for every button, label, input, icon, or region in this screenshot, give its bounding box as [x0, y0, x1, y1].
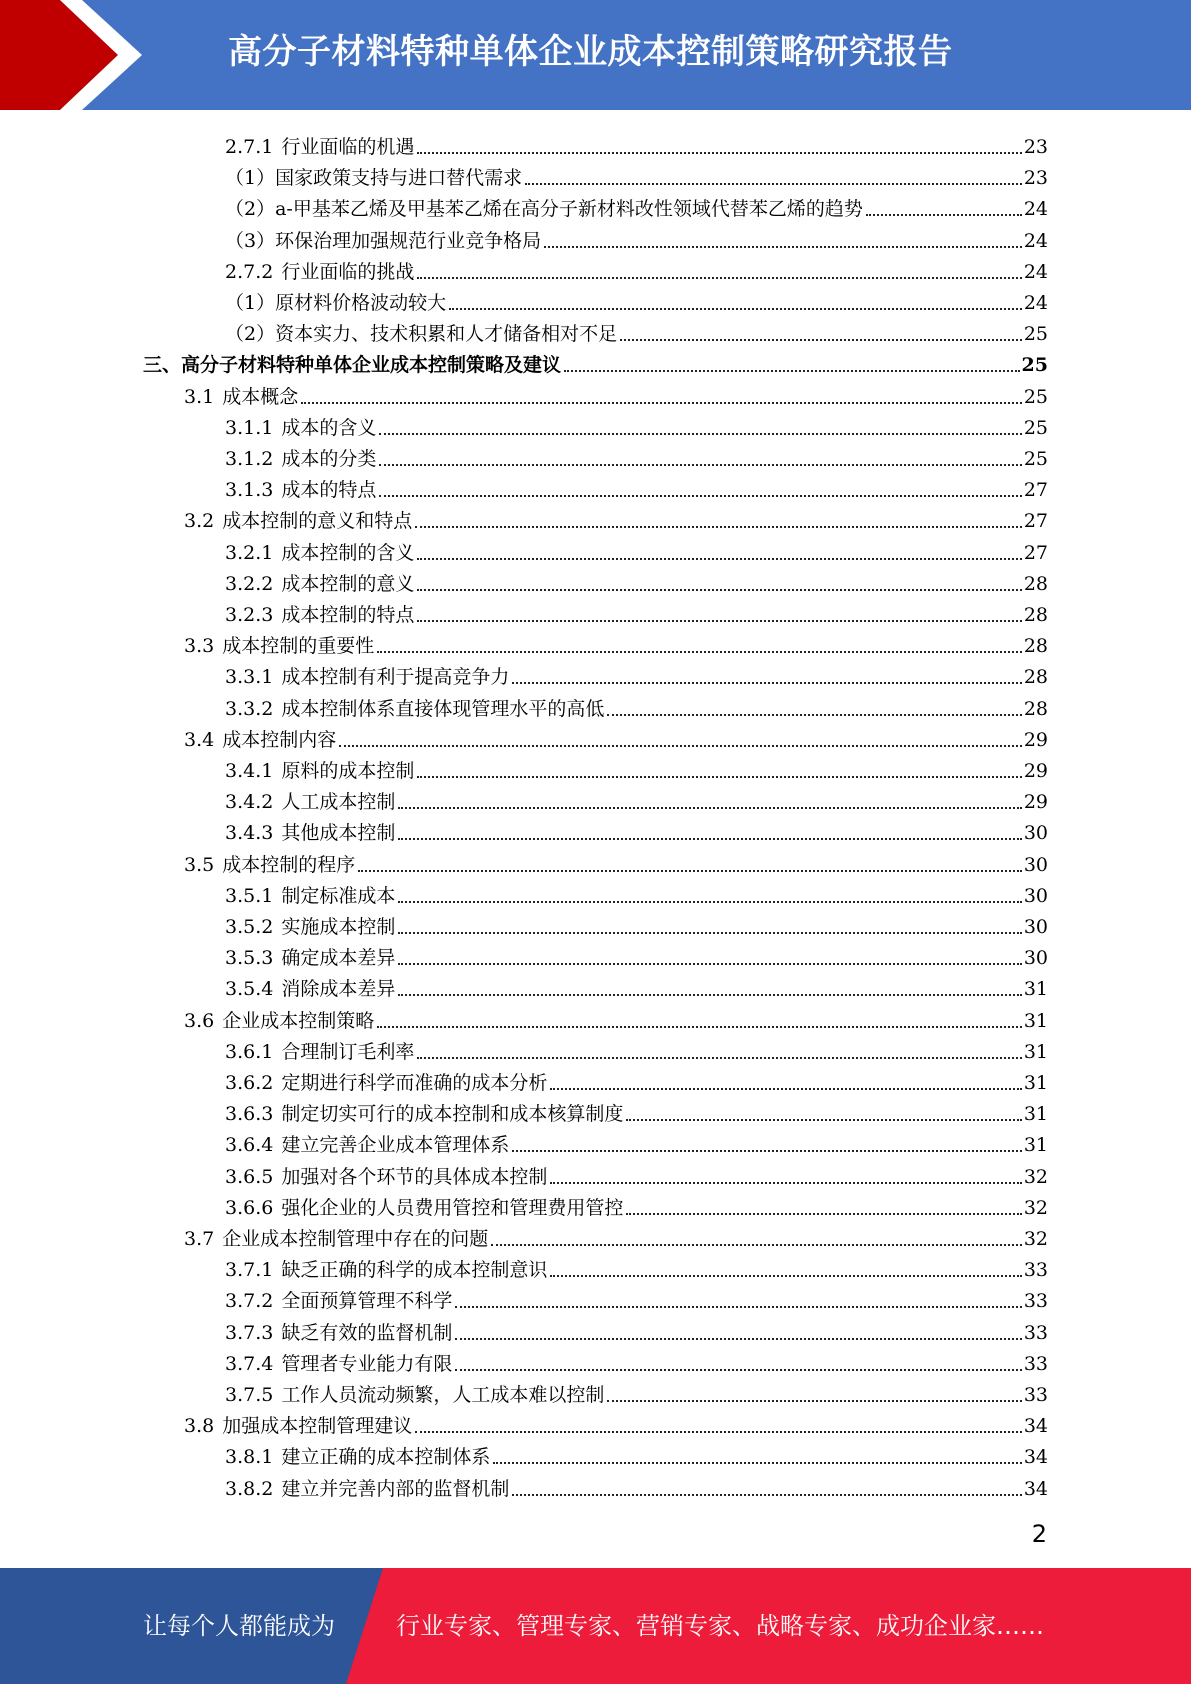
toc-entry[interactable] — [184, 721, 1048, 752]
footer-slogan-left: 让每个人都能成为 — [143, 1612, 335, 1640]
toc-entry-number: 3.4.1 — [225, 760, 274, 782]
toc-entry-page: 34 — [1023, 1415, 1048, 1438]
toc-entry[interactable] — [225, 284, 1048, 315]
toc-entry[interactable] — [225, 440, 1048, 471]
toc-dot-leader — [417, 775, 1021, 778]
toc-entry-number: 3.6.3 — [225, 1103, 274, 1126]
toc-entry-page: 30 — [1023, 884, 1048, 907]
toc-entry[interactable] — [225, 1470, 1048, 1501]
toc-entry-title: 成本控制有利于提高竞争力 — [281, 666, 510, 689]
toc-entry-title: 建立正确的成本控制体系 — [281, 1446, 491, 1469]
toc-entry[interactable] — [225, 752, 1048, 783]
toc-dot-leader — [415, 525, 1022, 528]
toc-dot-leader — [493, 1461, 1021, 1464]
toc-entry-page: 30 — [1023, 947, 1048, 970]
toc-entry-title: 消除成本差异 — [281, 978, 396, 1001]
toc-entry-title: 原料的成本控制 — [281, 760, 415, 782]
toc-dot-leader — [417, 588, 1021, 591]
toc-entry[interactable] — [225, 1095, 1048, 1126]
toc-entry-number: 3.5.1 — [225, 884, 274, 907]
toc-dot-leader — [455, 1368, 1021, 1371]
toc-entry-title: 成本控制的重要性 — [222, 635, 375, 658]
toc-dot-leader — [550, 1274, 1021, 1277]
toc-entry-title: 成本控制内容 — [222, 728, 337, 751]
toc-entry-page: 33 — [1023, 1321, 1048, 1344]
toc-dot-leader — [491, 1243, 1022, 1246]
toc-entry-number: 3.7.2 — [225, 1290, 274, 1313]
toc-entry-page: 23 — [1023, 136, 1048, 158]
toc-entry-title: 其他成本控制 — [281, 822, 396, 845]
toc-entry-title: 定期进行科学而准确的成本分析 — [281, 1072, 548, 1094]
toc-dot-leader — [512, 681, 1021, 684]
toc-entry[interactable] — [225, 128, 1048, 159]
toc-entry-title: 强化企业的人员费用管控和管理费用管控 — [281, 1196, 624, 1219]
toc-dot-leader — [398, 806, 1021, 809]
toc-entry-number: 3.5 — [184, 853, 215, 876]
toc-dot-leader — [455, 1337, 1021, 1340]
toc-entry-page: 27 — [1023, 479, 1048, 502]
toc-entry[interactable] — [225, 877, 1048, 908]
toc-entry[interactable] — [225, 1345, 1048, 1376]
toc-entry-page: 34 — [1023, 1446, 1048, 1469]
toc-dot-leader — [607, 713, 1021, 716]
toc-entry[interactable] — [143, 346, 1048, 377]
toc-entry-title: （3）环保治理加强规范行业竞争格局 — [225, 229, 542, 252]
toc-entry-number: 3.7 — [184, 1228, 215, 1250]
toc-entry-page: 25 — [1023, 416, 1048, 439]
toc-entry-title: 行业面临的挑战 — [281, 260, 415, 283]
toc-dot-leader — [398, 993, 1021, 996]
toc-entry-number: 3.5.2 — [225, 916, 274, 938]
toc-entry-number: 3.7.1 — [225, 1259, 274, 1282]
toc-dot-leader — [512, 1149, 1021, 1152]
toc-entry-page: 24 — [1023, 292, 1048, 314]
report-title: 高分子材料特种单体企业成本控制策略研究报告 — [228, 32, 953, 72]
toc-entry[interactable] — [225, 409, 1048, 440]
toc-dot-leader — [626, 1118, 1021, 1121]
toc-entry-title: （2）资本实力、技术积累和人才储备相对不足 — [225, 323, 618, 346]
toc-entry-number: 3.3.1 — [225, 666, 274, 689]
toc-dot-leader — [866, 213, 1022, 216]
toc-entry-page: 31 — [1023, 1072, 1048, 1094]
toc-entry-number: 3.7.3 — [225, 1321, 274, 1344]
toc-entry-number: 3.8 — [184, 1415, 215, 1438]
toc-entry[interactable] — [225, 253, 1048, 284]
toc-entry-page: 31 — [1023, 1040, 1048, 1063]
toc-entry[interactable] — [184, 502, 1048, 533]
toc-entry-title: 成本控制的意义和特点 — [222, 510, 413, 533]
toc-dot-leader — [398, 837, 1021, 840]
toc-entry-page: 28 — [1023, 572, 1048, 595]
toc-dot-leader — [417, 1056, 1021, 1059]
toc-entry-page: 32 — [1023, 1165, 1048, 1188]
toc-dot-leader — [417, 151, 1021, 154]
toc-entry-page: 29 — [1023, 760, 1048, 782]
toc-entry-number: 3.8.1 — [225, 1446, 274, 1469]
toc-entry[interactable] — [225, 908, 1048, 939]
toc-dot-leader — [455, 1305, 1021, 1308]
toc-entry[interactable] — [184, 846, 1048, 877]
toc-entry-title: 三、高分子材料特种单体企业成本控制策略及建议 — [143, 354, 562, 377]
toc-entry-title: 成本控制的特点 — [281, 604, 415, 626]
toc-entry-page: 30 — [1023, 822, 1048, 845]
toc-dot-leader — [398, 962, 1021, 965]
toc-entry[interactable] — [225, 565, 1048, 596]
toc-dot-leader — [301, 401, 1022, 404]
toc-entry-number: 3.8.2 — [225, 1477, 274, 1500]
toc-entry-title: 企业成本控制管理中存在的问题 — [222, 1228, 489, 1250]
toc-dot-leader — [417, 557, 1021, 560]
toc-entry-title: 成本概念 — [222, 385, 299, 408]
toc-entry-number: 2.7.1 — [225, 136, 274, 158]
toc-entry-page: 34 — [1023, 1477, 1048, 1500]
toc-entry-number: 3.6.2 — [225, 1072, 274, 1094]
toc-entry-page: 31 — [1023, 1103, 1048, 1126]
toc-entry-number: 3.6.1 — [225, 1040, 274, 1063]
toc-entry-page: 31 — [1023, 1009, 1048, 1032]
toc-entry[interactable] — [225, 1158, 1048, 1189]
toc-entry-title: 成本控制的程序 — [222, 853, 356, 876]
toc-entry[interactable] — [225, 159, 1048, 190]
toc-entry-title: （1）原材料价格波动较大 — [225, 292, 447, 314]
toc-entry-page: 25 — [1023, 448, 1048, 470]
toc-entry-page: 30 — [1023, 853, 1048, 876]
toc-entry-number: 3.6.5 — [225, 1165, 274, 1188]
toc-entry-title: 全面预算管理不科学 — [281, 1290, 453, 1313]
toc-entry-title: 企业成本控制策略 — [222, 1009, 375, 1032]
toc-entry-number: 3.1 — [184, 385, 215, 408]
toc-entry-page: 32 — [1023, 1228, 1048, 1250]
toc-entry[interactable] — [225, 1189, 1048, 1220]
toc-entry-number: 3.2 — [184, 510, 215, 533]
toc-entry-page: 23 — [1023, 167, 1048, 190]
toc-entry[interactable] — [225, 1126, 1048, 1157]
toc-entry-page: 31 — [1023, 978, 1048, 1001]
toc-dot-leader — [377, 1025, 1022, 1028]
toc-entry[interactable] — [184, 1220, 1048, 1251]
toc-entry[interactable] — [225, 814, 1048, 845]
toc-entry-page: 29 — [1023, 728, 1048, 751]
toc-entry[interactable] — [184, 627, 1048, 658]
toc-entry-number: 3.6.4 — [225, 1134, 274, 1157]
toc-entry-page: 29 — [1023, 791, 1048, 814]
toc-entry-title: 缺乏有效的监督机制 — [281, 1321, 453, 1344]
toc-dot-leader — [358, 869, 1022, 872]
toc-entry-page: 25 — [1023, 323, 1048, 346]
toc-entry-title: 成本控制的含义 — [281, 541, 415, 564]
toc-entry-number: 3.4.3 — [225, 822, 274, 845]
page-footer — [0, 1568, 1191, 1684]
toc-entry-number: 3.3 — [184, 635, 215, 658]
toc-entry-page: 27 — [1023, 510, 1048, 533]
toc-entry-number: 3.6 — [184, 1009, 215, 1032]
toc-entry[interactable] — [225, 596, 1048, 627]
toc-entry-number: 3.2.2 — [225, 572, 274, 595]
page-header — [0, 0, 1191, 110]
toc-entry-number: 3.7.5 — [225, 1384, 274, 1406]
toc-entry-title: 工作人员流动频繁，人工成本难以控制 — [281, 1384, 605, 1406]
toc-entry-number: 3.1.1 — [225, 416, 274, 439]
toc-entry[interactable] — [184, 1002, 1048, 1033]
toc-dot-leader — [339, 744, 1022, 747]
toc-entry-title: 建立完善企业成本管理体系 — [281, 1134, 510, 1157]
toc-entry-title: 成本的分类 — [281, 448, 377, 470]
toc-dot-leader — [377, 650, 1022, 653]
toc-entry-number: 3.3.2 — [225, 697, 274, 720]
toc-dot-leader — [620, 338, 1022, 341]
page-number: 2 — [1031, 1520, 1047, 1548]
toc-dot-leader — [379, 432, 1021, 435]
toc-entry-page: 25 — [1021, 354, 1048, 377]
toc-dot-leader — [550, 1181, 1021, 1184]
toc-dot-leader — [417, 276, 1021, 279]
footer-slogan-right: 行业专家、管理专家、营销专家、战略专家、成功企业家…… — [396, 1612, 1044, 1640]
toc-entry-title: 行业面临的机遇 — [281, 136, 415, 158]
toc-entry-title: 成本的含义 — [281, 416, 377, 439]
toc-entry-page: 33 — [1023, 1384, 1048, 1406]
toc-entry[interactable] — [184, 1407, 1048, 1438]
toc-dot-leader — [525, 182, 1022, 185]
toc-entry-number: 3.1.2 — [225, 448, 274, 470]
toc-entry-title: 合理制订毛利率 — [281, 1040, 415, 1063]
toc-entry[interactable] — [225, 939, 1048, 970]
toc-entry-page: 32 — [1023, 1196, 1048, 1219]
toc-entry-title: 成本控制体系直接体现管理水平的高低 — [281, 697, 605, 720]
toc-entry[interactable] — [225, 534, 1048, 565]
toc-entry-page: 24 — [1023, 260, 1048, 283]
toc-dot-leader — [550, 1087, 1021, 1090]
toc-entry[interactable] — [225, 1282, 1048, 1313]
toc-entry[interactable] — [225, 1251, 1048, 1282]
toc-entry-page: 33 — [1023, 1259, 1048, 1282]
toc-entry-page: 28 — [1023, 604, 1048, 626]
toc-entry-number: 3.4 — [184, 728, 215, 751]
toc-entry[interactable] — [225, 1438, 1048, 1469]
toc-entry-page: 33 — [1023, 1352, 1048, 1375]
header-arrow-decoration — [0, 0, 160, 110]
toc-dot-leader — [379, 463, 1021, 466]
toc-entry-title: 实施成本控制 — [281, 916, 396, 938]
toc-entry-title: 管理者专业能力有限 — [281, 1352, 453, 1375]
toc-entry-page: 31 — [1023, 1134, 1048, 1157]
toc-entry[interactable] — [225, 190, 1048, 221]
toc-dot-leader — [379, 494, 1021, 497]
toc-entry-number: 3.4.2 — [225, 791, 274, 814]
toc-entry-title: （1）国家政策支持与进口替代需求 — [225, 167, 523, 190]
toc-entry-number: 3.2.3 — [225, 604, 274, 626]
toc-dot-leader — [607, 1399, 1021, 1402]
toc-dot-leader — [398, 931, 1021, 934]
toc-entry[interactable] — [225, 690, 1048, 721]
toc-entry[interactable] — [225, 970, 1048, 1001]
toc-entry-title: （2）a-甲基苯乙烯及甲基苯乙烯在高分子新材料改性领域代替苯乙烯的趋势 — [225, 198, 863, 221]
toc-entry-number: 3.1.3 — [225, 479, 274, 502]
toc-entry-title: 加强对各个环节的具体成本控制 — [281, 1165, 548, 1188]
toc-entry-page: 28 — [1023, 635, 1048, 658]
toc-entry-number: 2.7.2 — [225, 260, 274, 283]
toc-entry[interactable] — [225, 222, 1048, 253]
toc-entry[interactable] — [225, 471, 1048, 502]
toc-entry[interactable] — [225, 1314, 1048, 1345]
toc-entry-page: 28 — [1023, 666, 1048, 689]
toc-entry-title: 加强成本控制管理建议 — [222, 1415, 413, 1438]
toc-entry-number: 3.5.4 — [225, 978, 274, 1001]
toc-entry-title: 缺乏正确的科学的成本控制意识 — [281, 1259, 548, 1282]
toc-entry-page: 27 — [1023, 541, 1048, 564]
toc-dot-leader — [417, 619, 1021, 622]
toc-entry[interactable] — [225, 658, 1048, 689]
toc-dot-leader — [626, 1212, 1021, 1215]
toc-entry-number: 3.2.1 — [225, 541, 274, 564]
toc-entry[interactable] — [225, 1033, 1048, 1064]
toc-dot-leader — [415, 1430, 1022, 1433]
toc-dot-leader — [398, 900, 1021, 903]
toc-dot-leader — [544, 245, 1022, 248]
toc-entry[interactable] — [184, 378, 1048, 409]
toc-entry-title: 制定切实可行的成本控制和成本核算制度 — [281, 1103, 624, 1126]
toc-entry-title: 制定标准成本 — [281, 884, 396, 907]
toc-entry[interactable] — [225, 315, 1048, 346]
toc-entry-title: 成本的特点 — [281, 479, 377, 502]
toc-entry[interactable] — [225, 783, 1048, 814]
toc-entry-page: 25 — [1023, 385, 1048, 408]
toc-entry[interactable] — [225, 1376, 1048, 1407]
toc-entry-title: 成本控制的意义 — [281, 572, 415, 595]
toc-entry-page: 33 — [1023, 1290, 1048, 1313]
toc-entry-page: 28 — [1023, 697, 1048, 720]
toc-dot-leader — [564, 369, 1020, 372]
toc-entry-title: 确定成本差异 — [281, 947, 396, 970]
toc-entry-number: 3.7.4 — [225, 1352, 274, 1375]
toc-entry-page: 24 — [1023, 229, 1048, 252]
toc-entry-page: 30 — [1023, 916, 1048, 938]
toc-entry[interactable] — [225, 1064, 1048, 1095]
toc-entry-number: 3.6.6 — [225, 1196, 274, 1219]
toc-dot-leader — [512, 1493, 1021, 1496]
toc-entry-title: 建立并完善内部的监督机制 — [281, 1477, 510, 1500]
toc-dot-leader — [449, 307, 1022, 310]
toc-entry-title: 人工成本控制 — [281, 791, 396, 814]
toc-entry-page: 24 — [1023, 198, 1048, 221]
toc-entry-number: 3.5.3 — [225, 947, 274, 970]
